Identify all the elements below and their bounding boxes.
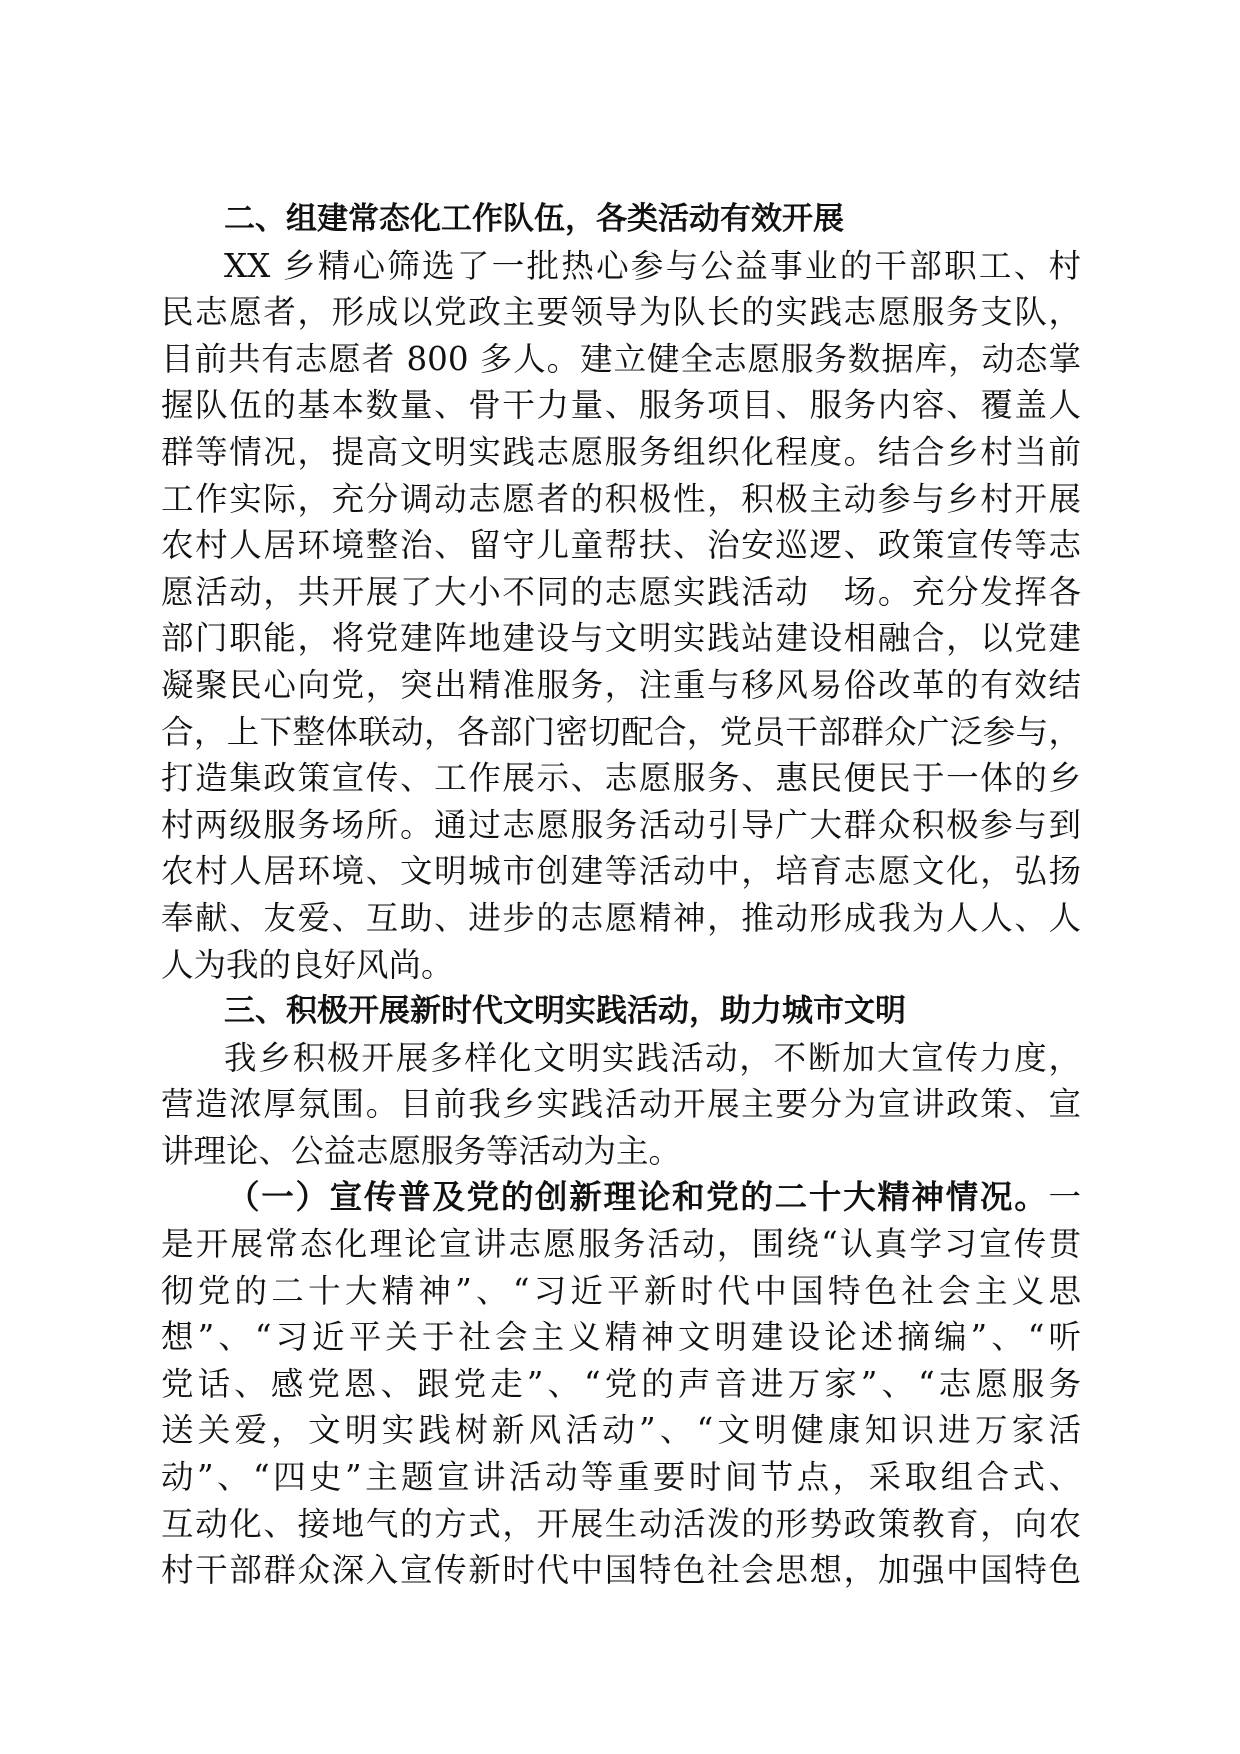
paragraph-line: 合，上下整体联动，各部门密切配合，党员干部群众广泛参与，	[161, 712, 1081, 751]
paragraph-line: 愿活动，共开展了大小不同的志愿实践活动 场。充分发挥各	[161, 572, 1081, 611]
section-3-paragraph	[161, 1035, 1081, 1175]
paragraph-line: 是开展常态化理论宣讲志愿服务活动，围绕“认真学习宣传贯	[161, 1225, 1081, 1264]
paragraph-line: 党话、感党恩、跟党走”、“党的声音进万家”、“志愿服务	[161, 1364, 1081, 1403]
subsection-1-first-line-rest: 一	[1048, 1178, 1081, 1217]
paragraph-line: 讲理论、公益志愿服务等活动为主。	[161, 1131, 682, 1170]
paragraph-line: 村干部群众深入宣传新时代中国特色社会思想，加强中国特色	[161, 1551, 1081, 1590]
paragraph-line: 凝聚民心向党，突出精准服务，注重与移风易俗改革的有效结	[161, 665, 1081, 704]
paragraph-line: 打造集政策宣传、工作展示、志愿服务、惠民便民于一体的乡	[161, 759, 1081, 798]
paragraph-line: 人为我的良好风尚。	[161, 945, 454, 984]
paragraph-line: 村两级服务场所。通过志愿服务活动引导广大群众积极参与到	[161, 805, 1081, 844]
paragraph-line: 目前共有志愿者 800 多人。建立健全志愿服务数据库，动态掌	[161, 339, 1081, 378]
subsection-1-paragraph	[161, 1174, 1081, 1593]
paragraph-line: 动”、“四史”主题宣讲活动等重要时间节点，采取组合式、	[161, 1458, 1081, 1497]
section-2-heading: 二、组建常态化工作队伍，各类活动有效开展	[224, 201, 844, 237]
paragraph-line: 群等情况，提高文明实践志愿服务组织化程度。结合乡村当前	[161, 432, 1081, 471]
subsection-first-line	[161, 1174, 1081, 1221]
paragraph-line: 农村人居环境、文明城市创建等活动中，培育志愿文化，弘扬	[161, 852, 1081, 891]
paragraph-line: 民志愿者，形成以党政主要领导为队长的实践志愿服务支队，	[161, 293, 1081, 332]
document-body	[161, 196, 1081, 1594]
paragraph-line: 奉献、友爱、互助、进步的志愿精神，推动形成我为人人、人	[161, 898, 1081, 937]
paragraph-line: 送关爱，文明实践树新风活动”、“文明健康知识进万家活	[161, 1411, 1081, 1450]
paragraph-line: 彻党的二十大精神”、“习近平新时代中国特色社会主义思	[161, 1271, 1081, 1310]
paragraph-line: 农村人居环境整治、留守儿童帮扶、治安巡逻、政策宣传等志	[161, 526, 1081, 565]
paragraph-line: 部门职能，将党建阵地建设与文明实践站建设相融合，以党建	[161, 619, 1081, 658]
paragraph-line: 握队伍的基本数量、骨干力量、服务项目、服务内容、覆盖人	[161, 386, 1081, 425]
paragraph-line: 互动化、接地气的方式，开展生动活泼的形势政策教育，向农	[161, 1504, 1081, 1543]
section-3-heading: 三、积极开展新时代文明实践活动，助力城市文明	[224, 993, 906, 1030]
section-2-paragraph	[161, 243, 1081, 989]
paragraph-line: XX 乡精心筛选了一批热心参与公益事业的干部职工、村	[224, 246, 1081, 285]
paragraph-line: 想”、“习近平关于社会主义精神文明建设论述摘编”、“听	[161, 1318, 1081, 1357]
paragraph-line: 工作实际，充分调动志愿者的积极性，积极主动参与乡村开展	[161, 479, 1081, 518]
paragraph-line: 我乡积极开展多样化文明实践活动，不断加大宣传力度，	[224, 1038, 1081, 1077]
subsection-1-title: （一）宣传普及党的创新理论和党的二十大精神情况。	[227, 1177, 1049, 1217]
paragraph-line: 营造浓厚氛围。目前我乡实践活动开展主要分为宣讲政策、宣	[161, 1085, 1081, 1124]
